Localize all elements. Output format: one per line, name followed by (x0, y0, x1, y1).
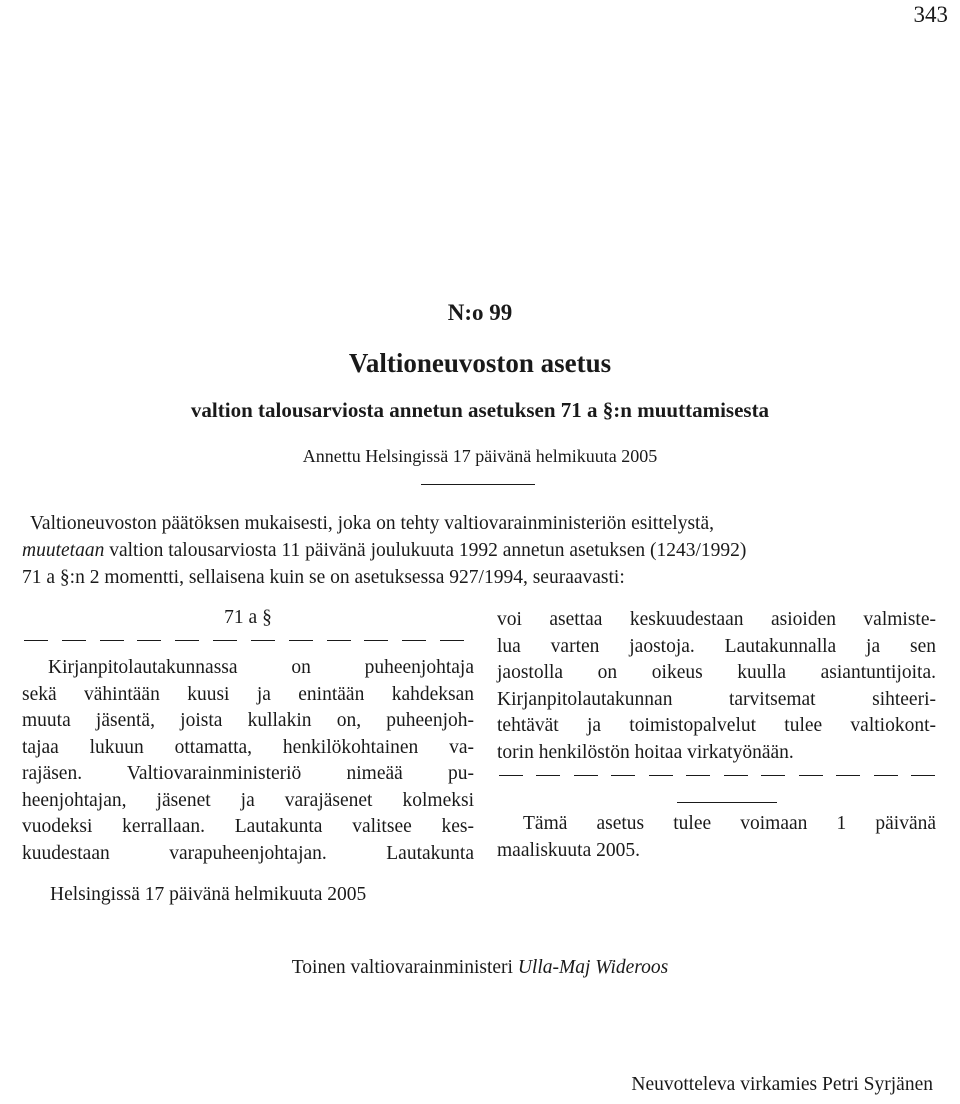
preamble-line-2-rest: valtion talousarviosta 11 päivänä joulukuuta 1992 annetun asetuksen (1243/1992) (104, 540, 747, 561)
left-column-line: Kirjanpitolautakunnassa on puheenjohtaja (48, 657, 474, 678)
right-column-line: tehtävät ja toimistopalvelut tulee valtiokont- (497, 715, 936, 736)
signing-place-date: Helsingissä 17 päivänä helmikuuta 2005 (50, 884, 367, 905)
section-text-left-column (22, 655, 474, 867)
left-column-line: kuudestaan varapuheenjohtajan. Lautakunta (22, 842, 474, 864)
right-column-line: lua varten jaostoja. Lautakunnalla ja sen (497, 635, 936, 657)
preamble-italic-word: muutetaan (22, 540, 105, 561)
section-text-right-column (497, 607, 936, 766)
left-column-line: tajaa lukuun ottamatta, henkilökohtainen va- (22, 736, 474, 758)
right-column-line: jaostolla on oikeus kuulla asiantuntijoita. (497, 662, 936, 683)
section-heading: 71 a § (224, 607, 272, 628)
minister-signature (0, 957, 960, 979)
left-column-line: rajäsen. Valtiovarainministeriö nimeää pu- (22, 763, 474, 784)
entry-into-force-line-1: Tämä asetus tulee voimaan 1 päivänä (523, 813, 936, 834)
preamble-line-2 (22, 537, 938, 564)
left-column-line: muuta jäsentä, joista kullakin on, puheenjoh- (22, 710, 474, 731)
preamble (22, 510, 938, 591)
page-number: 343 (913, 2, 948, 27)
left-column-line: sekä vähintään kuusi ja enintään kahdeksan (22, 683, 474, 705)
preamble-line-1: Valtioneuvoston päätöksen mukaisesti, joka on tehty valtiovarainministeriön esittelystä, (30, 513, 714, 534)
minister-title: Toinen valtiovarainministeri (291, 957, 513, 978)
left-column-line: vuodeksi kerrallaan. Lautakunta valitsee kes- (22, 816, 474, 837)
omission-dashes-right (499, 775, 935, 776)
statute-title: Valtioneuvoston asetus (348, 348, 612, 378)
statute-subtitle: valtion talousarviosta annetun asetuksen 71 a §:n muuttamisesta (190, 398, 770, 422)
statute-number: N:o 99 (447, 300, 513, 325)
preamble-line-3: 71 a §:n 2 momentti, sellaisena kuin se on asetuksessa 927/1994, seuraavasti: (22, 567, 625, 588)
issued-date: Annettu Helsingissä 17 päivänä helmikuuta 2005 (302, 446, 658, 466)
official-signature: Neuvotteleva virkamies Petri Syrjänen (631, 1074, 933, 1095)
right-column-line: voi asettaa keskuudestaan asioiden valmiste- (497, 609, 936, 630)
omission-dashes-left (24, 640, 464, 641)
right-column-line: Kirjanpitolautakunnan tarvitsemat sihteeri- (497, 688, 936, 710)
header-divider (421, 484, 535, 485)
entry-into-force (497, 811, 936, 864)
right-column-line: torin henkilöstön hoitaa virkatyönään. (497, 741, 794, 763)
entry-into-force-line-2: maaliskuuta 2005. (497, 839, 640, 861)
section-divider (677, 802, 777, 803)
left-column-line: heenjohtajan, jäsenet ja varajäsenet kolmeksi (22, 789, 474, 811)
minister-name: Ulla-Maj Wideroos (517, 957, 669, 978)
